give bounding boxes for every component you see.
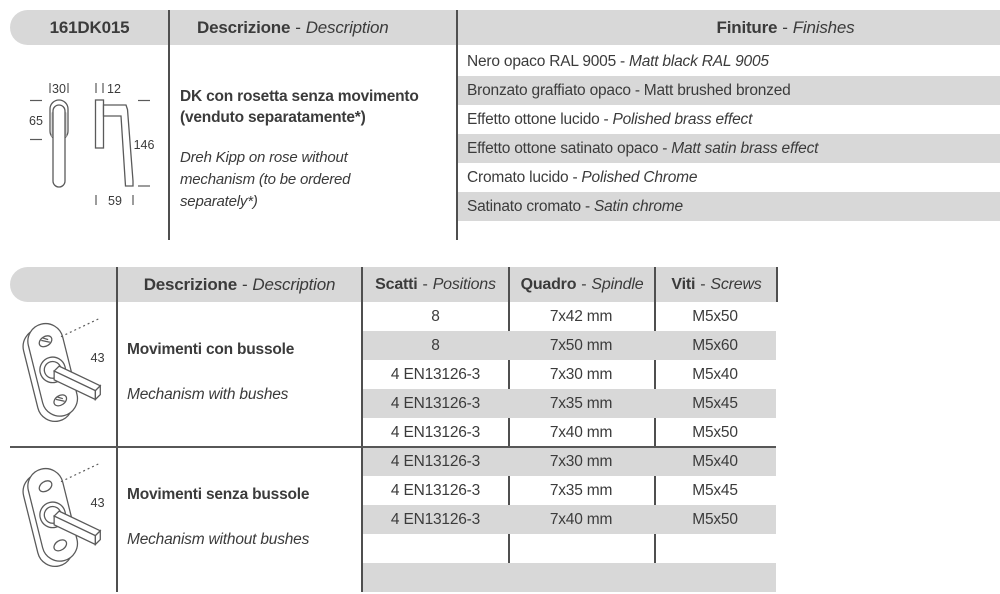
finish-en: Matt satin brass effect (671, 139, 819, 157)
positions-cell: 8 (431, 307, 440, 325)
bottom-header-screws (655, 276, 778, 294)
product-description (180, 86, 450, 213)
header-quadro-label: Quadro (520, 275, 577, 293)
finish-row (458, 134, 1000, 163)
spindle-cell: 7x30 mm (549, 452, 613, 470)
group-name-english: Mechanism with bushes (127, 386, 289, 403)
separator: - (700, 275, 706, 293)
header-viti-label: Viti (671, 275, 696, 293)
screws-cell: M5x60 (692, 336, 738, 354)
header-finishes-label: Finishes (792, 17, 855, 37)
dim-rose-width: 30 (52, 82, 66, 96)
finish-it: Effetto ottone satinato opaco (467, 139, 659, 157)
group-divider (10, 446, 776, 448)
top-header-description (169, 18, 485, 38)
spec-row (363, 302, 776, 331)
screws-cell: M5x40 (692, 452, 738, 470)
bottom-table-divider-1 (116, 267, 118, 592)
screws-cell: M5x45 (692, 481, 738, 499)
spec-row (363, 476, 776, 505)
spindle-cell: 7x35 mm (549, 394, 613, 412)
screws-cell: M5x50 (692, 510, 738, 528)
bottom-table-right-border (776, 267, 778, 302)
spindle-cell: 7x40 mm (549, 423, 613, 441)
description-italian: DK con rosetta senza movimento (venduto separatamente*) (180, 88, 419, 126)
spec-row (363, 360, 776, 389)
bottom-header-spindle (509, 276, 655, 294)
separator: - (620, 52, 625, 70)
separator: - (295, 17, 301, 37)
separator: - (782, 17, 788, 37)
group-name-italian: Movimenti con bussole (127, 341, 295, 358)
spec-row (363, 505, 776, 534)
group-name-english: Mechanism without bushes (127, 531, 310, 548)
dim-rose-depth: 12 (107, 82, 121, 96)
spec-row (363, 418, 776, 447)
spindle-cell: 7x35 mm (549, 481, 613, 499)
screws-cell: M5x50 (692, 307, 738, 325)
separator: - (662, 139, 668, 157)
finish-row (458, 105, 1000, 134)
spec-row (363, 563, 776, 592)
separator: - (422, 275, 428, 293)
positions-cell: 8 (431, 336, 440, 354)
finish-row (458, 163, 1000, 192)
separator: - (572, 168, 578, 186)
group-1-description (127, 341, 357, 404)
description-english: Dreh Kipp on rose without mechanism (to be ordered separately*) (180, 149, 351, 210)
dim-handle-length: 146 (133, 138, 155, 152)
finish-row (458, 192, 1000, 221)
positions-cell: 4 EN13126-3 (390, 510, 481, 528)
positions-cell: 4 EN13126-3 (390, 452, 481, 470)
bottom-header-description (117, 275, 362, 295)
separator: - (584, 197, 590, 215)
handle-drawing-svg (10, 45, 170, 245)
positions-cell: 4 EN13126-3 (390, 365, 481, 383)
separator: - (581, 275, 587, 293)
spindle-cell: 7x50 mm (549, 336, 613, 354)
dim-mechanism: 43 (90, 350, 105, 366)
dim-handle-reach: 59 (108, 194, 122, 208)
group-2-description (127, 486, 357, 549)
separator: - (603, 110, 609, 128)
screws-cell: M5x40 (692, 365, 738, 383)
header-positions-label: Positions (432, 275, 496, 293)
top-header-finishes (485, 18, 1000, 38)
header-spindle-label: Spindle (591, 275, 644, 293)
finish-en: Satin chrome (593, 197, 683, 215)
bottom-header-positions (362, 276, 509, 294)
positions-cell: 4 EN13126-3 (390, 394, 481, 412)
separator: - (241, 274, 248, 294)
finish-en: Matt brushed bronzed (643, 81, 791, 99)
header-descrizione-label: Descrizione (197, 17, 291, 37)
separator: - (634, 81, 640, 99)
mechanism-drawing-without-bushes (8, 455, 116, 580)
header-screws-label: Screws (710, 275, 762, 293)
header-description-label: Description (252, 274, 336, 294)
finish-row (458, 47, 1000, 76)
header-scatti-label: Scatti (375, 275, 418, 293)
finish-en: Polished brass effect (612, 110, 753, 128)
bottom-table-header-bar (10, 267, 778, 302)
finish-row (458, 76, 1000, 105)
mechanism-svg (8, 310, 116, 435)
finish-en: Polished Chrome (581, 168, 698, 186)
top-table-header-bar (10, 10, 1000, 45)
spec-row (363, 331, 776, 360)
spec-row (363, 447, 776, 476)
screws-cell: M5x50 (692, 423, 738, 441)
header-description-label: Description (305, 17, 389, 37)
header-finiture-label: Finiture (716, 17, 778, 37)
spindle-cell: 7x30 mm (549, 365, 613, 383)
positions-cell: 4 EN13126-3 (390, 423, 481, 441)
product-code-text: 161DK015 (49, 17, 130, 37)
group-name-italian: Movimenti senza bussole (127, 486, 310, 503)
dim-rose-height: 65 (29, 114, 43, 128)
spec-row (363, 534, 776, 563)
product-code (10, 18, 169, 38)
finish-it: Effetto ottone lucido (467, 110, 600, 128)
finish-it: Satinato cromato (467, 197, 581, 215)
spindle-cell: 7x40 mm (549, 510, 613, 528)
spindle-cell: 7x42 mm (549, 307, 613, 325)
finish-it: Cromato lucido (467, 168, 569, 186)
mechanism-drawing-with-bushes (8, 310, 116, 435)
mechanism-svg (8, 455, 116, 580)
dim-mechanism: 43 (90, 495, 105, 511)
handle-drawing (10, 45, 170, 245)
spec-row (363, 389, 776, 418)
finishes-list (458, 47, 1000, 221)
finish-it: Nero opaco RAL 9005 (467, 52, 617, 70)
finish-it: Bronzato graffiato opaco (467, 81, 631, 99)
finish-en: Matt black RAL 9005 (628, 52, 769, 70)
header-descrizione-label: Descrizione (143, 274, 237, 294)
positions-cell: 4 EN13126-3 (390, 481, 481, 499)
screws-cell: M5x45 (692, 394, 738, 412)
